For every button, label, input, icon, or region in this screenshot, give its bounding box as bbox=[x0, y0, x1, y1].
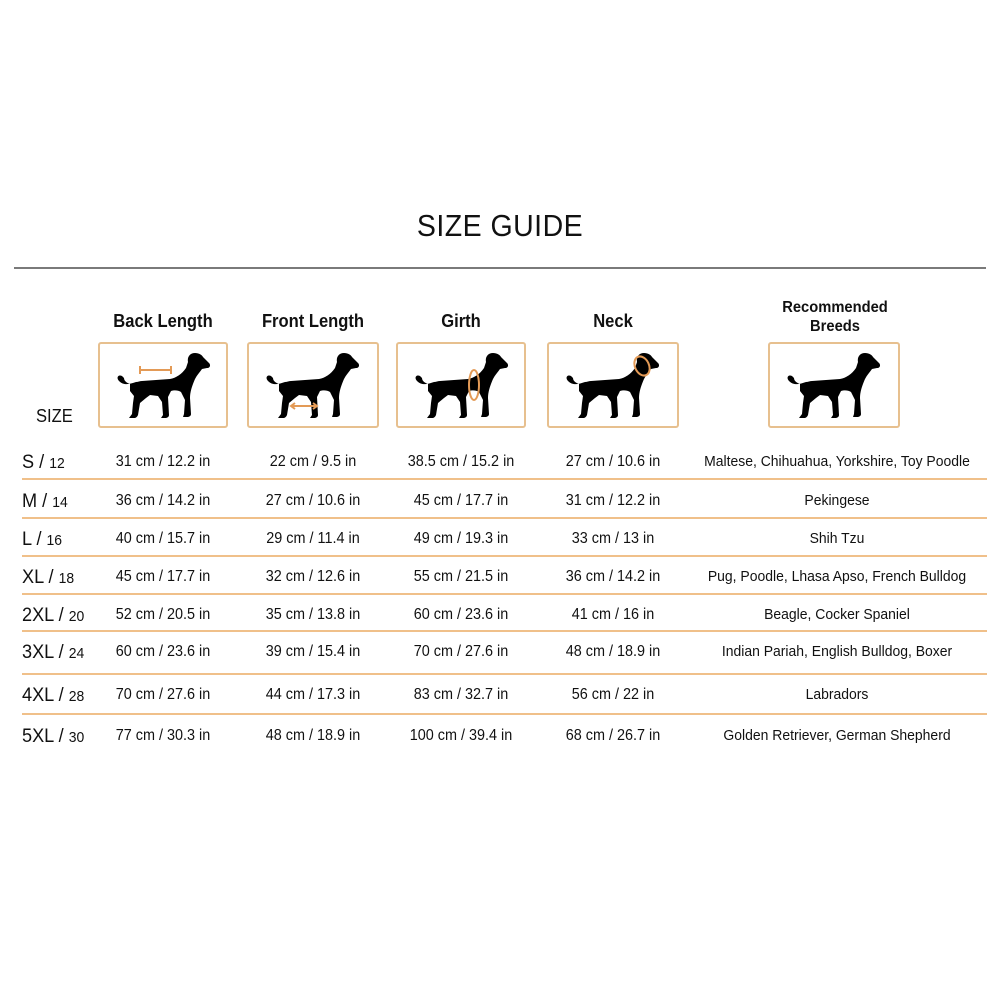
size-separator: / bbox=[53, 641, 69, 663]
size-cell bbox=[22, 600, 84, 630]
back-length-value: 52 cm / 20.5 in bbox=[115, 606, 211, 623]
neck-value: 33 cm / 13 in bbox=[571, 530, 655, 547]
row-divider bbox=[22, 478, 987, 480]
neck-icon-box bbox=[547, 342, 679, 428]
girth-value: 45 cm / 17.7 in bbox=[413, 492, 509, 509]
size-number: 16 bbox=[46, 532, 63, 549]
back-length-icon-box bbox=[98, 342, 228, 428]
size-number: 24 bbox=[68, 645, 85, 662]
row-divider bbox=[22, 593, 987, 595]
size-number: 18 bbox=[58, 570, 75, 587]
neck-value: 31 cm / 12.2 in bbox=[565, 492, 661, 509]
size-cell bbox=[22, 447, 65, 477]
back-length-value: 36 cm / 14.2 in bbox=[115, 492, 211, 509]
breeds-value: Golden Retriever, German Shepherd bbox=[723, 727, 951, 744]
size-code: 2XL bbox=[22, 604, 54, 626]
front-length-value: 22 cm / 9.5 in bbox=[269, 453, 357, 470]
front-length-value: 48 cm / 18.9 in bbox=[265, 727, 361, 744]
table-row bbox=[0, 600, 1000, 630]
girth-value: 83 cm / 32.7 in bbox=[413, 686, 509, 703]
size-separator: / bbox=[31, 528, 47, 550]
girth-value: 38.5 cm / 15.2 in bbox=[407, 453, 515, 470]
girth-icon-box bbox=[396, 342, 526, 428]
size-cell bbox=[22, 721, 84, 751]
size-code: L bbox=[22, 528, 32, 550]
size-cell bbox=[22, 524, 62, 554]
table-row bbox=[0, 524, 1000, 554]
front-length-value: 44 cm / 17.3 in bbox=[265, 686, 361, 703]
size-column-header: SIZE bbox=[36, 406, 73, 426]
breeds-value: Shih Tzu bbox=[809, 530, 865, 547]
dog-neck-icon bbox=[565, 348, 661, 424]
size-separator: / bbox=[34, 451, 50, 473]
front-length-value: 35 cm / 13.8 in bbox=[265, 606, 361, 623]
back-length-value: 60 cm / 23.6 in bbox=[115, 643, 211, 660]
table-row bbox=[0, 447, 1000, 477]
table-row bbox=[0, 486, 1000, 516]
row-divider bbox=[22, 517, 987, 519]
header-recommended-breeds bbox=[766, 298, 904, 336]
neck-value: 27 cm / 10.6 in bbox=[565, 453, 661, 470]
neck-value: 41 cm / 16 in bbox=[571, 606, 655, 623]
neck-value: 48 cm / 18.9 in bbox=[565, 643, 661, 660]
neck-value: 56 cm / 22 in bbox=[571, 686, 655, 703]
table-row bbox=[0, 562, 1000, 592]
table-row bbox=[0, 680, 1000, 710]
dog-back-length-icon bbox=[116, 348, 212, 424]
size-code: S bbox=[22, 451, 35, 473]
front-length-value: 32 cm / 12.6 in bbox=[265, 568, 361, 585]
front-length-icon-box bbox=[247, 342, 379, 428]
header-back-length: Back Length bbox=[113, 311, 213, 331]
header-recommended-line2: Breeds bbox=[810, 318, 860, 335]
front-length-value: 29 cm / 11.4 in bbox=[266, 530, 360, 547]
header-girth: Girth bbox=[441, 311, 481, 331]
back-length-value: 45 cm / 17.7 in bbox=[115, 568, 211, 585]
row-divider bbox=[22, 673, 987, 675]
size-separator: / bbox=[43, 566, 59, 588]
dog-silhouette-icon bbox=[786, 348, 882, 424]
size-number: 28 bbox=[68, 688, 85, 705]
breeds-icon-box bbox=[768, 342, 900, 428]
row-divider bbox=[22, 630, 987, 632]
girth-value: 49 cm / 19.3 in bbox=[413, 530, 509, 547]
back-length-value: 31 cm / 12.2 in bbox=[115, 453, 211, 470]
header-neck: Neck bbox=[593, 311, 633, 331]
size-cell bbox=[22, 562, 74, 592]
size-code: 3XL bbox=[22, 641, 54, 663]
breeds-value: Indian Pariah, English Bulldog, Boxer bbox=[721, 643, 953, 660]
size-number: 14 bbox=[52, 494, 68, 511]
size-separator: / bbox=[53, 725, 69, 747]
size-separator: / bbox=[53, 604, 69, 626]
title-divider bbox=[14, 267, 986, 269]
back-length-value: 77 cm / 30.3 in bbox=[115, 727, 211, 744]
breeds-value: Maltese, Chihuahua, Yorkshire, Toy Poodle bbox=[704, 453, 970, 470]
back-length-value: 40 cm / 15.7 in bbox=[115, 530, 211, 547]
neck-value: 68 cm / 26.7 in bbox=[565, 727, 661, 744]
size-cell bbox=[22, 637, 84, 667]
front-length-value: 27 cm / 10.6 in bbox=[265, 492, 361, 509]
page-title: SIZE GUIDE bbox=[416, 208, 584, 243]
girth-value: 60 cm / 23.6 in bbox=[413, 606, 509, 623]
breeds-value: Pekingese bbox=[804, 492, 870, 509]
dog-front-length-icon bbox=[265, 348, 361, 424]
size-code: M bbox=[22, 490, 38, 512]
table-row bbox=[0, 637, 1000, 667]
size-code: 4XL bbox=[22, 684, 54, 706]
size-number: 30 bbox=[68, 729, 85, 746]
header-recommended-line1: Recommended bbox=[782, 299, 888, 316]
size-number: 12 bbox=[49, 455, 65, 472]
size-separator: / bbox=[53, 684, 69, 706]
size-cell bbox=[22, 486, 68, 516]
breeds-value: Labradors bbox=[805, 686, 869, 703]
size-number: 20 bbox=[68, 608, 85, 625]
front-length-value: 39 cm / 15.4 in bbox=[265, 643, 361, 660]
size-separator: / bbox=[37, 490, 53, 512]
breeds-value: Pug, Poodle, Lhasa Apso, French Bulldog bbox=[707, 568, 967, 585]
row-divider bbox=[22, 713, 987, 715]
girth-value: 70 cm / 27.6 in bbox=[413, 643, 509, 660]
header-front-length: Front Length bbox=[261, 311, 365, 331]
breeds-value: Beagle, Cocker Spaniel bbox=[764, 606, 910, 623]
back-length-value: 70 cm / 27.6 in bbox=[115, 686, 211, 703]
neck-value: 36 cm / 14.2 in bbox=[565, 568, 661, 585]
size-code: XL bbox=[22, 566, 44, 588]
size-cell bbox=[22, 680, 84, 710]
row-divider bbox=[22, 555, 987, 557]
girth-value: 55 cm / 21.5 in bbox=[413, 568, 509, 585]
dog-girth-icon bbox=[414, 348, 510, 424]
table-row bbox=[0, 721, 1000, 751]
girth-value: 100 cm / 39.4 in bbox=[409, 727, 513, 744]
size-code: 5XL bbox=[22, 725, 54, 747]
